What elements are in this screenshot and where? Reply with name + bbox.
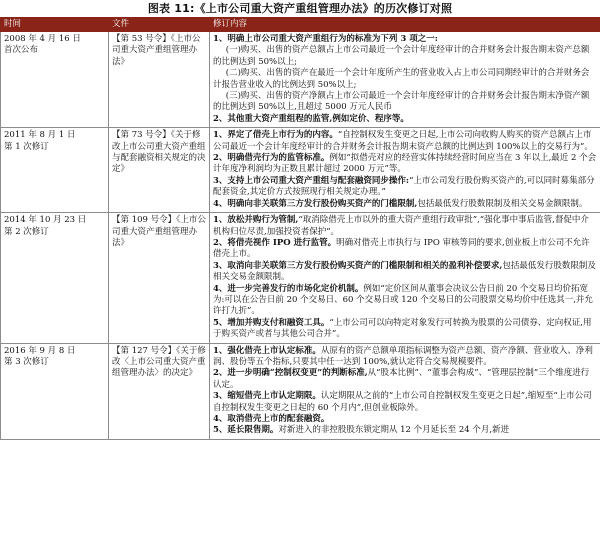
revision-item: (二)购买、出售的资产在最近一个会计年度所产生的营业收入占上市公司同期经审计的合并财务会计报告营业收入的比例达到 50%以上;	[213, 68, 590, 90]
revision-item: 1、界定了借壳上市行为的内容。“自控制权发生变更之日起,上市公司向收购人购买的资产总额占上市公司最近一个会计年度经审计的合并财务会计报告期末资产总额的比例达到 100%以上的交易行为”。	[213, 130, 593, 152]
table-row	[1, 343, 600, 439]
revision-item: (一)购买、出售的资产总额占上市公司最近一个会计年度经审计的合并财务会计报告期末资产总额的比例达到 50%以上;	[213, 45, 590, 67]
revision-item: 3、缩短借壳上市认定期限。认定期限从之前的“上市公司自控制权发生变更之日起”,缩短至“上市公司自控制权发生变更之日起的 60 个月内”,但创业板除外。	[213, 391, 592, 413]
revision-item: (三)购买、出售的资产净额占上市公司最近一个会计年度经审计的合并财务会计报告期末净资产额的比例达到 50%以上,且超过 5000 万元人民币	[213, 91, 590, 113]
revision-date: 2011 年 8 月 1 日	[4, 130, 76, 141]
content-cell	[210, 128, 600, 213]
time-cell	[1, 213, 109, 343]
revision-item: 5、增加并购支付和融资工具。“上市公司可以向特定对象发行可转换为股票的公司债券、定向权证,用于购买资产或者与其他公司合并”。	[213, 317, 592, 340]
revision-label: 第 1 次修订	[4, 141, 49, 152]
revision-label: 第 2 次修订	[4, 226, 49, 237]
revision-label: 首次公布	[4, 45, 39, 56]
document-cell: 【第 109 号令】《上市公司重大资产重组管理办法》	[109, 213, 210, 343]
revision-item: 2、明确借壳行为的监管标准。例如“拟借壳对应的经营实体持续经营时间应当在 3 年以上,最近 2 个会计年度净利润均为正数且累计超过 2000 万元”等。	[213, 153, 597, 175]
table-row	[1, 32, 600, 128]
table-row	[1, 213, 600, 343]
revision-item: 1、明确上市公司重大资产重组行为的标准为下列 3 项之一:	[213, 34, 438, 44]
time-cell	[1, 343, 109, 439]
revision-item: 5、延长限售期。对新进入的非控股股东锁定期从 12 个月延长至 24 个月,新进	[213, 425, 510, 436]
header-content: 修订内容	[210, 18, 600, 32]
table-body	[1, 32, 600, 440]
revision-item: 3、支持上市公司重大资产重组与配套融资同步操作:“上市公司发行股份购买资产的,可以同时募集部分配套资金,其定价方式按照现行相关规定办理。”	[213, 175, 595, 198]
revision-item: 1、强化借壳上市认定标准。从原有的资产总额单项指标调整为资产总额、资产净额、营业收入、净利润、股份等五个指标,只要其中任一达到 100%,就认定符合交易规模要件。	[213, 345, 593, 367]
time-cell	[1, 32, 109, 128]
header-time: 时间	[1, 18, 109, 32]
document-cell: 【第 127 号令】《关于修改〈上市公司重大资产重组管理办法〉的决定》	[109, 343, 210, 439]
revision-table	[0, 17, 600, 440]
header-doc: 文件	[109, 18, 210, 32]
content-cell	[210, 32, 600, 128]
revision-item: 4、取消借壳上市的配套融资。	[213, 414, 330, 424]
revision-item: 4、明确向非关联第三方发行股份购买资产的门槛限制,包括最低发行股数限制及相关交易金额限制。	[213, 198, 588, 209]
content-cell	[210, 213, 600, 343]
content-cell	[210, 343, 600, 439]
document-cell: 【第 53 号令】《上市公司重大资产重组管理办法》	[109, 32, 210, 128]
revision-date: 2008 年 4 月 16 日	[4, 34, 81, 44]
revision-item: 2、进一步明确“控制权变更”的判断标准,从“股本比例”、“董事会构成”、“管理层控制”三个维度进行认定。	[213, 368, 590, 390]
revision-item: 2、将借壳视作 IPO 进行监管。明确对借壳上市执行与 IPO 审核等同的要求,创业板上市公司不允许借壳上市。	[213, 237, 590, 260]
document-cell: 【第 73 号令】《关于修改上市公司重大资产重组与配套融资相关规定的决定》	[109, 128, 210, 213]
revision-item: 2、其他重大资产重组程的监管,例如定价、程序等。	[213, 113, 409, 124]
header-row	[1, 18, 600, 32]
time-cell	[1, 128, 109, 213]
revision-date: 2014 年 10 月 23 日	[4, 215, 87, 226]
revision-item: 1、放松并购行为管制,“取消除借壳上市以外的重大资产重组行政审批”,“强化事中事后监管,督促中介机构归位尽责,加强投资者保护”。	[213, 215, 589, 237]
revision-label: 第 3 次修订	[4, 356, 49, 367]
revision-date: 2016 年 9 月 8 日	[4, 345, 76, 356]
revision-item: 4、进一步完善发行的市场化定价机制。例如“定价区间从董事会决议公告日前 20 个交易日均价拓宽为:可以在公告日前 20 个交易日、60 个交易日或 120 个交易日的公司股票交易均价中任选其一,并允许打九折”。	[213, 283, 593, 317]
figure-title: 图表 11:《上市公司重大资产重组管理办法》的历次修订对照	[147, 2, 453, 15]
revision-item: 3、取消向非关联第三方发行股份购买资产的门槛限制和相关的盈利补偿要求,包括最低发行股数限制及相关交易金额限制。	[213, 260, 596, 283]
table-row	[1, 128, 600, 213]
